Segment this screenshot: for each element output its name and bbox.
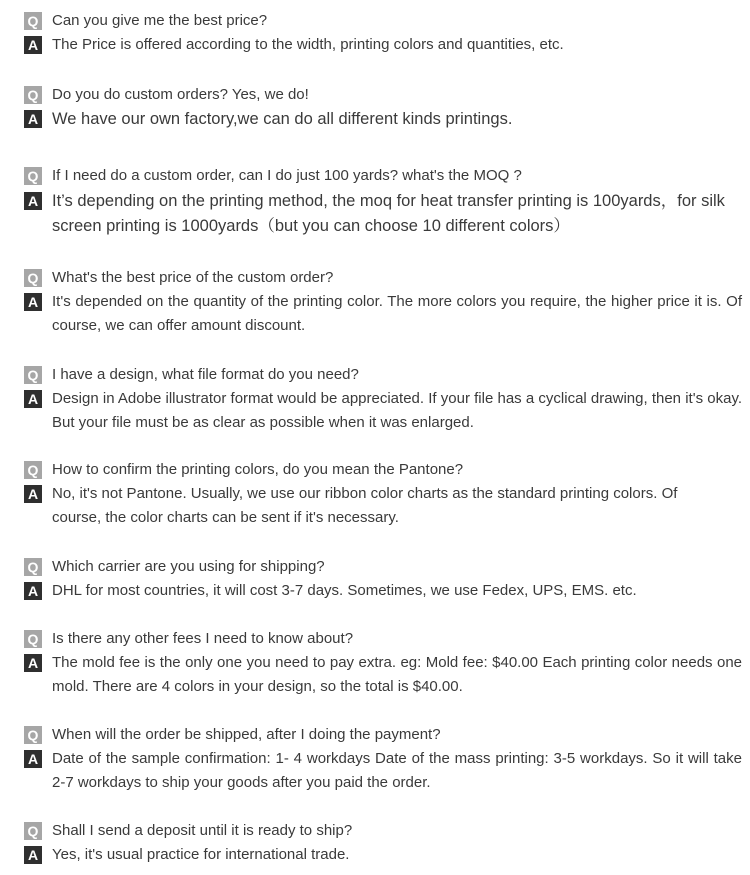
answer-badge: A (24, 582, 42, 600)
answer-badge: A (24, 654, 42, 672)
answer-badge: A (24, 110, 42, 128)
question-badge: Q (24, 269, 42, 287)
answer-badge: A (24, 750, 42, 768)
faq-question (24, 83, 740, 107)
question-text: I have a design, what file format do you need? (52, 366, 359, 383)
question-badge: Q (24, 558, 42, 576)
question-badge: Q (24, 366, 42, 384)
answer-badge: A (24, 36, 42, 54)
faq-question (24, 164, 740, 188)
answer-text: It's depended on the quantity of the printing color. The more colors you require, the higher price it is. Of course, we can offer amount discount. (52, 293, 742, 334)
answer-badge: A (24, 846, 42, 864)
question-text: Shall I send a deposit until it is ready to ship? (52, 822, 353, 839)
faq-question (24, 9, 740, 33)
question-text: How to confirm the printing colors, do you mean the Pantone? (52, 461, 464, 478)
answer-text: Yes, it's usual practice for international trade. (52, 846, 350, 863)
faq-answer (24, 747, 742, 791)
faq-question (24, 723, 740, 747)
question-badge: Q (24, 167, 42, 185)
faq-answer (24, 107, 740, 131)
faq-question (24, 363, 740, 387)
faq-answer (24, 189, 740, 235)
question-text: Is there any other fees I need to know about? (52, 630, 354, 647)
answer-badge: A (24, 293, 42, 311)
faq-answer (24, 579, 740, 603)
answer-badge: A (24, 485, 42, 503)
faq-question (24, 458, 740, 482)
faq-answer (24, 387, 742, 431)
answer-text: Date of the sample confirmation: 1- 4 workdays Date of the mass printing: 3-5 workdays. So it will take 2-7 workdays to ship your goods after you paid the order. (52, 750, 742, 791)
question-badge: Q (24, 12, 42, 30)
answer-text: Design in Adobe illustrator format would be appreciated. If your file has a cyclical drawing, then it's okay. But your file must be as clear as possible when it was enlarged. (52, 390, 742, 431)
faq-question (24, 627, 740, 651)
faq-answer (24, 482, 740, 526)
faq-answer (24, 290, 742, 334)
question-text: What's the best price of the custom order? (52, 269, 334, 286)
answer-text: The Price is offered according to the width, printing colors and quantities, etc. (52, 36, 564, 53)
question-badge: Q (24, 630, 42, 648)
answer-text: The mold fee is the only one you need to pay extra. eg: Mold fee: $40.00 Each printing color needs one mold. There are 4 colors in your design, so the total is $40.00. (52, 654, 742, 695)
faq-question (24, 266, 740, 290)
answer-text: It’s depending on the printing method, the moq for heat transfer printing is 100yards，for silk screen printing is 1000yards（but you can choose 10 different colors） (52, 192, 725, 235)
answer-text: No, it's not Pantone. Usually, we use our ribbon color charts as the standard printing colors. Of course, the color charts can be sent if it's necessary. (52, 485, 678, 526)
faq-question (24, 819, 740, 843)
question-text: Can you give me the best price? (52, 12, 268, 29)
answer-badge: A (24, 192, 42, 210)
question-text: When will the order be shipped, after I doing the payment? (52, 726, 441, 743)
question-badge: Q (24, 461, 42, 479)
question-text: Do you do custom orders? Yes, we do! (52, 86, 309, 103)
question-badge: Q (24, 726, 42, 744)
faq-answer (24, 33, 740, 57)
question-badge: Q (24, 86, 42, 104)
faq-answer (24, 843, 740, 867)
faq-answer (24, 651, 742, 695)
faq-question (24, 555, 740, 579)
question-text: If I need do a custom order, can I do just 100 yards? what's the MOQ ? (52, 167, 522, 184)
question-badge: Q (24, 822, 42, 840)
question-text: Which carrier are you using for shipping? (52, 558, 325, 575)
answer-badge: A (24, 390, 42, 408)
answer-text: DHL for most countries, it will cost 3-7 days. Sometimes, we use Fedex, UPS, EMS. etc. (52, 582, 637, 599)
answer-text: We have our own factory,we can do all different kinds printings. (52, 110, 513, 128)
